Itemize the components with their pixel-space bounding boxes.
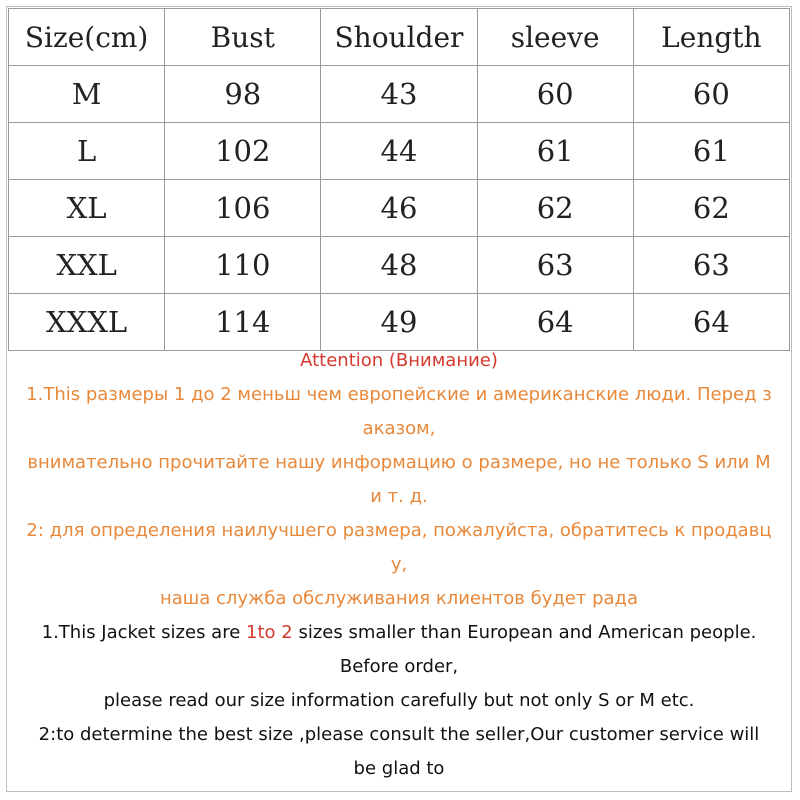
cell-sleeve: 61 xyxy=(477,123,633,180)
russian-note-line: внимательно прочитайте нашу информацию о размере, но не только S или M xyxy=(27,452,771,473)
russian-note-line: 1.This размеры 1 до 2 меньш чем европейские и американские люди. Перед з xyxy=(26,384,772,405)
cell-bust: 106 xyxy=(165,180,321,237)
table-row xyxy=(9,294,790,351)
header-shoulder: Shoulder xyxy=(321,9,477,66)
english-note-text: 1.This Jacket sizes are xyxy=(41,622,247,643)
table-row xyxy=(9,123,790,180)
cell-bust: 110 xyxy=(165,237,321,294)
cell-size: XL xyxy=(9,180,165,237)
cell-shoulder: 48 xyxy=(321,237,477,294)
table-row xyxy=(9,66,790,123)
russian-note-line: у, xyxy=(390,554,408,575)
cell-length: 64 xyxy=(633,294,789,351)
cell-sleeve: 60 xyxy=(477,66,633,123)
table-header-row xyxy=(9,9,790,66)
english-note-line: be glad to xyxy=(353,758,445,779)
header-bust: Bust xyxy=(165,9,321,66)
english-note-line xyxy=(8,616,790,650)
cell-shoulder: 43 xyxy=(321,66,477,123)
english-note-line: 2:to determine the best size ,please consult the seller,Our customer service will xyxy=(38,724,760,745)
size-chart-table xyxy=(8,8,790,351)
cell-shoulder: 46 xyxy=(321,180,477,237)
cell-size: XXL xyxy=(9,237,165,294)
cell-shoulder: 49 xyxy=(321,294,477,351)
cell-length: 63 xyxy=(633,237,789,294)
cell-length: 61 xyxy=(633,123,789,180)
cell-bust: 114 xyxy=(165,294,321,351)
russian-note-line: и т. д. xyxy=(370,486,428,507)
cell-sleeve: 62 xyxy=(477,180,633,237)
cell-sleeve: 64 xyxy=(477,294,633,351)
english-note-line: Before order, xyxy=(339,656,459,677)
highlight-size-range: 1to 2 xyxy=(246,622,293,643)
attention-title: Attention (Внимание) xyxy=(300,350,498,371)
cell-size: M xyxy=(9,66,165,123)
russian-note-line: аказом, xyxy=(362,418,436,439)
cell-bust: 98 xyxy=(165,66,321,123)
cell-size: XXXL xyxy=(9,294,165,351)
attention-notes xyxy=(8,344,790,790)
header-sleeve: sleeve xyxy=(477,9,633,66)
english-note-text: sizes smaller than European and American people. xyxy=(292,622,757,643)
cell-size: L xyxy=(9,123,165,180)
russian-note-line: наша служба обслуживания клиентов будет рада xyxy=(159,588,639,609)
russian-note-line: 2: для определения наилучшего размера, пожалуйста, обратитесь к продавц xyxy=(26,520,772,541)
table-row xyxy=(9,237,790,294)
header-size: Size(cm) xyxy=(9,9,165,66)
table-row xyxy=(9,180,790,237)
cell-sleeve: 63 xyxy=(477,237,633,294)
cell-length: 60 xyxy=(633,66,789,123)
cell-bust: 102 xyxy=(165,123,321,180)
cell-length: 62 xyxy=(633,180,789,237)
header-length: Length xyxy=(633,9,789,66)
english-note-line: please read our size information carefully but not only S or M etc. xyxy=(103,690,695,711)
cell-shoulder: 44 xyxy=(321,123,477,180)
